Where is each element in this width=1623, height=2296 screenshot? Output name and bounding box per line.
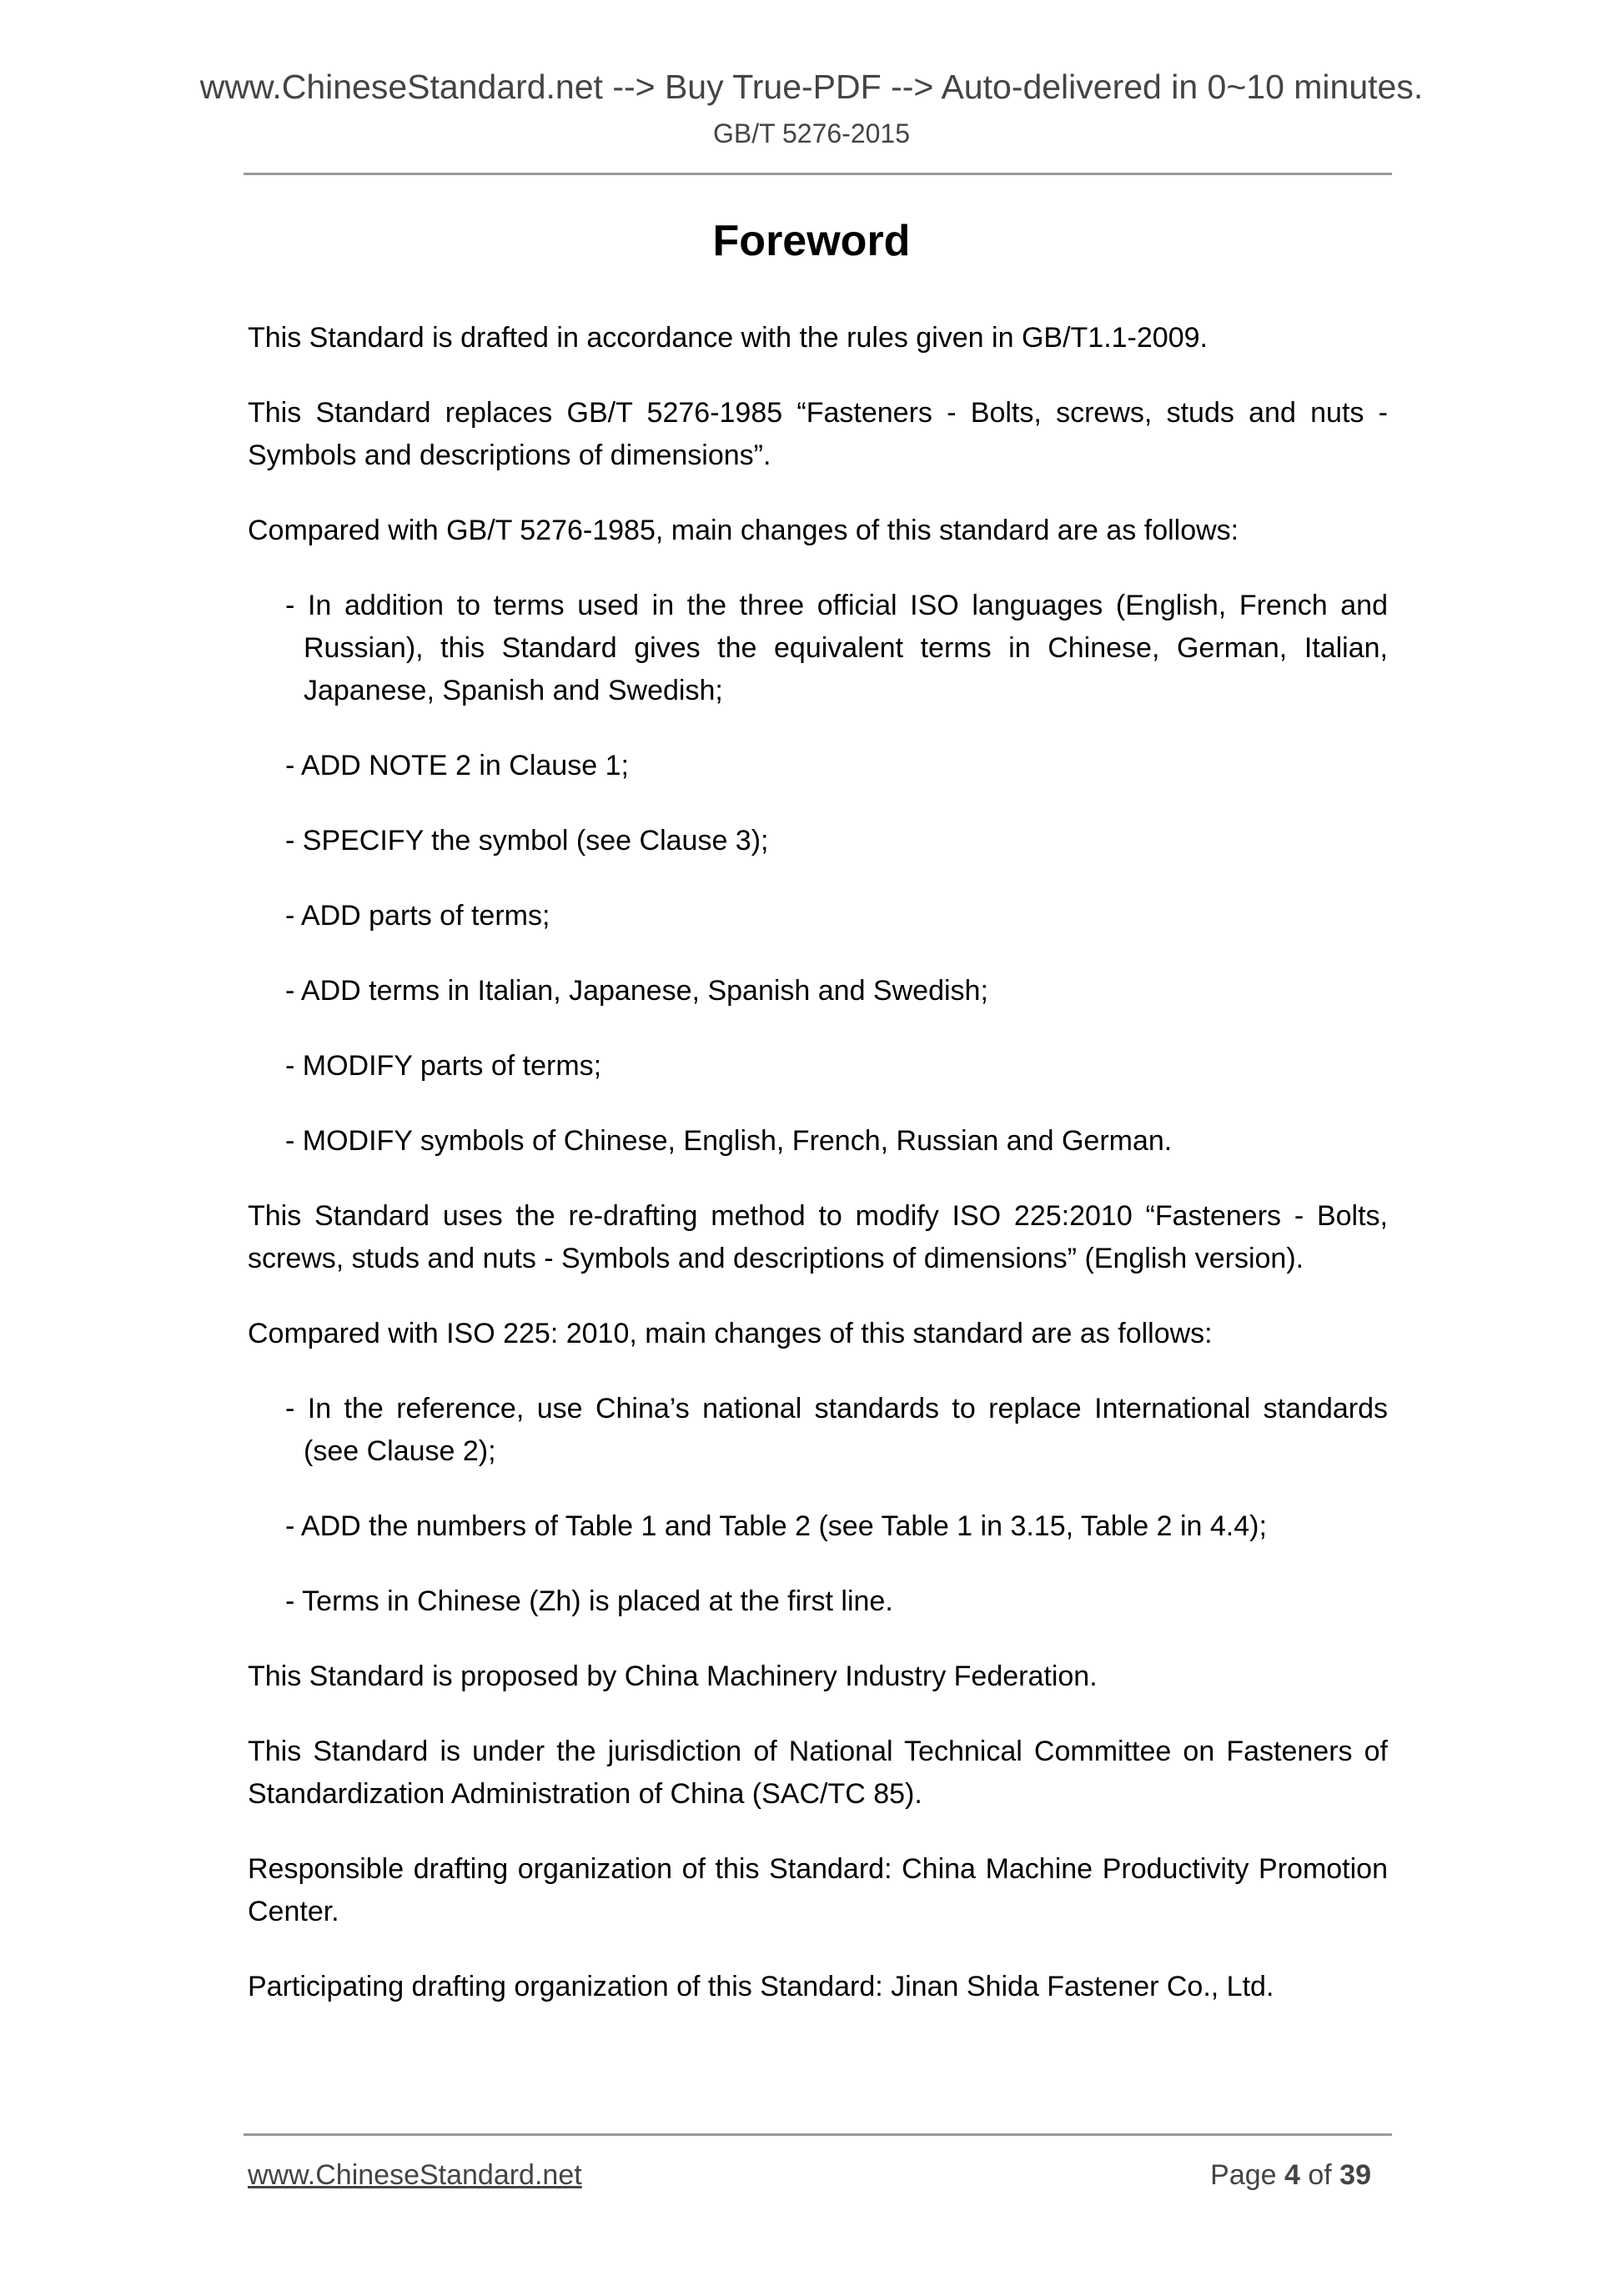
- list-item: - SPECIFY the symbol (see Clause 3);: [285, 825, 769, 857]
- header-banner: www.ChineseStandard.net --> Buy True-PDF --> Auto-delivered in 0~10 minutes.: [199, 68, 1424, 106]
- page-total: 39: [1339, 2159, 1371, 2191]
- paragraph: This Standard replaces GB/T 5276-1985 “Fasteners - Bolts, screws, studs and nuts - Symbols and descriptions of dimensions”.: [248, 397, 1388, 471]
- list-item: - ADD parts of terms;: [285, 900, 550, 932]
- list-item: - Terms in Chinese (Zh) is placed at the first line.: [285, 1585, 893, 1617]
- page-current: 4: [1284, 2159, 1300, 2191]
- list-item: - MODIFY symbols of Chinese, English, French, Russian and German.: [285, 1125, 1173, 1157]
- page-prefix: Page: [1210, 2159, 1284, 2191]
- list-item: - MODIFY parts of terms;: [285, 1050, 602, 1082]
- footer-divider: [244, 2133, 1392, 2136]
- page-title: Foreword: [712, 217, 911, 265]
- list-item: - In addition to terms used in the three official ISO languages (English, French and Russian), this Standard gives the equivalent terms in Chinese, German, Italian, Japanese, Spanish and Swedish;: [285, 590, 1388, 706]
- standard-number: GB/T 5276-2015: [712, 118, 910, 148]
- paragraph: Responsible drafting organization of this Standard: China Machine Productivity Promotion Center.: [248, 1853, 1388, 1927]
- paragraph: Compared with ISO 225: 2010, main changes of this standard are as follows:: [248, 1318, 1213, 1349]
- footer-website-link[interactable]: www.ChineseStandard.net: [248, 2159, 582, 2191]
- paragraph: This Standard is proposed by China Machinery Industry Federation.: [248, 1660, 1098, 1692]
- paragraph: This Standard uses the re-drafting method to modify ISO 225:2010 “Fasteners - Bolts, screws, studs and nuts - Symbols and descriptions of dimensions” (English version).: [248, 1200, 1388, 1274]
- paragraph: Participating drafting organization of this Standard: Jinan Shida Fastener Co., Ltd.: [248, 1971, 1274, 2002]
- page-number: [1210, 2156, 1371, 2194]
- page-of: of: [1299, 2159, 1340, 2191]
- list-item: - ADD the numbers of Table 1 and Table 2 (see Table 1 in 3.15, Table 2 in 4.4);: [285, 1510, 1267, 1542]
- list-item: - ADD terms in Italian, Japanese, Spanish and Swedish;: [285, 975, 988, 1007]
- foreword-body: [248, 317, 1388, 2041]
- list-item: - ADD NOTE 2 in Clause 1;: [285, 750, 629, 781]
- list-item: - In the reference, use China’s national standards to replace International standards (see Clause 2);: [285, 1393, 1388, 1467]
- paragraph: This Standard is under the jurisdiction of National Technical Committee on Fasteners of Standardization Administration of China (SAC/TC 85).: [248, 1736, 1388, 1810]
- paragraph: This Standard is drafted in accordance with the rules given in GB/T1.1-2009.: [248, 322, 1208, 354]
- paragraph: Compared with GB/T 5276-1985, main changes of this standard are as follows:: [248, 515, 1239, 546]
- header-divider: [244, 173, 1392, 175]
